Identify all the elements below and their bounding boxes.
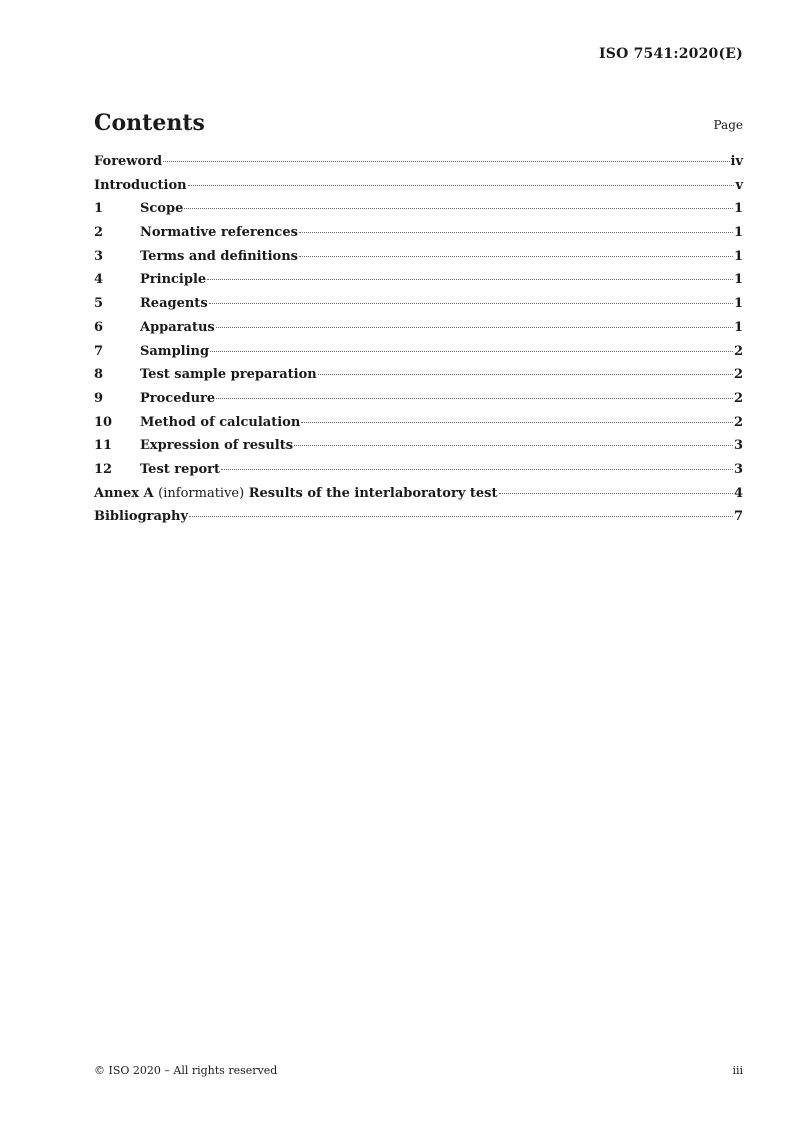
dot-leader [209, 303, 733, 304]
toc-entry-title: Terms and definitions [140, 248, 298, 264]
page-footer [94, 1064, 743, 1080]
toc-entry-title: Sampling [140, 343, 210, 359]
toc-entry-expression-of-results[interactable] [94, 438, 743, 462]
toc-entry-number: 2 [94, 225, 104, 241]
toc-entry-title: Test report [140, 461, 221, 477]
dot-leader [499, 493, 733, 494]
toc-entry-annex-a[interactable] [94, 486, 743, 510]
page-title: Contents [94, 110, 205, 136]
dot-leader [163, 161, 729, 162]
annex-type: (informative) [158, 485, 245, 501]
toc-entry-title: Introduction [94, 177, 187, 193]
toc-entry-title: Normative references [140, 225, 298, 241]
toc-entry-number: 8 [94, 367, 104, 383]
toc-entry-introduction[interactable] [94, 178, 743, 202]
toc-entry-page: 1 [733, 248, 743, 264]
toc-entry-reagents[interactable] [94, 296, 743, 320]
dot-leader [189, 516, 733, 517]
annex-prefix: Annex A [94, 485, 154, 501]
toc-entry-title: Test sample preparation [140, 367, 317, 383]
toc-entry-number: 7 [94, 343, 104, 359]
toc-entry-number: 11 [94, 438, 113, 454]
toc-entry-page: 2 [733, 390, 743, 406]
toc-entry-number: 1 [94, 201, 104, 217]
annex-title: Results of the interlaboratory test [248, 485, 498, 501]
toc-entry-page: v [735, 177, 743, 193]
toc-entry-title: Procedure [140, 390, 216, 406]
toc-entry-number: 10 [94, 414, 113, 430]
toc-entry-number: 6 [94, 319, 104, 335]
toc-entry-title: Expression of results [140, 438, 294, 454]
toc-entry-number: 12 [94, 461, 113, 477]
toc-entry-title: Principle [140, 272, 207, 288]
dot-leader [207, 279, 733, 280]
toc-entry-page: 2 [733, 414, 743, 430]
dot-leader [318, 374, 733, 375]
toc-entry-bibliography[interactable] [94, 509, 743, 533]
dot-leader [294, 445, 733, 446]
copyright-notice: © ISO 2020 – All rights reserved [94, 1064, 278, 1077]
toc-entry-sampling[interactable] [94, 344, 743, 368]
dot-leader [210, 351, 733, 352]
toc-entry-apparatus[interactable] [94, 320, 743, 344]
toc-entry-normative-references[interactable] [94, 225, 743, 249]
dot-leader [216, 327, 733, 328]
toc-entry-terms-and-definitions[interactable] [94, 249, 743, 273]
dot-leader [188, 185, 735, 186]
toc-entry-number: 5 [94, 296, 104, 312]
toc-entry-page: 1 [733, 296, 743, 312]
toc-entry-page: 1 [733, 225, 743, 241]
toc-entry-title: Scope [140, 201, 184, 217]
toc-entry-page: 1 [733, 201, 743, 217]
toc-entry-page: 1 [733, 272, 743, 288]
toc-entry-page: 1 [733, 319, 743, 335]
toc-entry-page: 7 [733, 509, 743, 525]
toc-entry-procedure[interactable] [94, 391, 743, 415]
toc-entry-test-sample-preparation[interactable] [94, 367, 743, 391]
toc-entry-number: 9 [94, 390, 104, 406]
toc-entry-method-of-calculation[interactable] [94, 415, 743, 439]
table-of-contents [94, 154, 743, 533]
toc-entry-page: 3 [733, 461, 743, 477]
toc-entry-principle[interactable] [94, 272, 743, 296]
toc-entry-page: 2 [733, 343, 743, 359]
toc-entry-foreword[interactable] [94, 154, 743, 178]
toc-entry-page: 4 [733, 485, 743, 501]
toc-entry-number: 3 [94, 248, 104, 264]
toc-entry-number: 4 [94, 272, 104, 288]
dot-leader [221, 469, 733, 470]
dot-leader [301, 422, 733, 423]
toc-entry-page: 2 [733, 367, 743, 383]
toc-entry-title: Foreword [94, 154, 163, 169]
dot-leader [216, 398, 733, 399]
toc-entry-scope[interactable] [94, 201, 743, 225]
dot-leader [184, 208, 733, 209]
dot-leader [299, 256, 733, 257]
toc-entry-page: iv [730, 154, 743, 169]
document-identifier: ISO 7541:2020(E) [599, 46, 743, 62]
toc-entry-page: 3 [733, 438, 743, 454]
page-number: iii [732, 1064, 743, 1077]
toc-entry-title: Method of calculation [140, 414, 301, 430]
toc-entry-title: Bibliography [94, 509, 189, 525]
page-column-label: Page [713, 118, 743, 132]
contents-header [94, 110, 743, 140]
toc-entry-title [94, 486, 498, 501]
toc-entry-test-report[interactable] [94, 462, 743, 486]
toc-entry-title: Reagents [140, 296, 208, 312]
toc-entry-title: Apparatus [140, 319, 215, 335]
dot-leader [299, 232, 733, 233]
